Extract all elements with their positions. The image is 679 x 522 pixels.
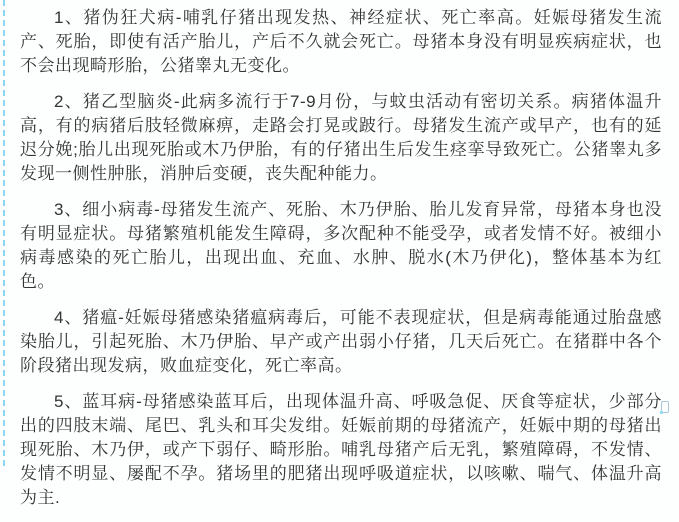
paragraph-japanese-encephalitis: 2、猪乙型脑炎-此病多流行于7-9月份，与蚊虫活动有密切关系。病猪体温升高，有的病猪后肢轻微麻痹，走路会打晃或跛行。母猪发生流产或早产，也有的延迟分娩;胎儿出现死胎或木乃伊胎，有的仔猪出生后发生痉挛导致死亡。公猪睾丸多发现一侧性肿胀，消肿后变硬，丧失配种能力。 <box>20 92 662 183</box>
edge-marker-icon <box>661 401 669 413</box>
paragraph-swine-fever: 4、猪瘟-妊娠母猪感染猪瘟病毒后，可能不表现症状，但是病毒能通过胎盘感染胎儿，引起死胎、木乃伊胎、早产或产出弱小仔猪，几天后死亡。在猪群中各个阶段猪出现发病，败血症变化，死亡率高。 <box>20 308 662 375</box>
paragraph-blue-ear-disease: 5、蓝耳病-母猪感染蓝耳后，出现体温升高、呼吸急促、厌食等症状，少部分出的四肢末端、尾巴、乳头和耳尖发绀。妊娠前期的母猪流产，妊娠中期的母猪出现死胎、木乃伊，或产下弱仔、畸形胎。哺乳母猪产后无乳，繁殖障碍，不发情、发情不明显、屡配不孕。猪场里的肥猪出现呼吸道症状，以咳嗽、喘气、体温升高为主. <box>20 392 662 507</box>
paragraph-pseudorabies: 1、猪伪狂犬病-哺乳仔猪出现发热、神经症状、死亡率高。妊娠母猪发生流产、死胎，即使有活产胎儿，产后不久就会死亡。母猪本身没有明显疾病症状，也不会出现畸形胎，公猪睾丸无变化。 <box>20 8 662 75</box>
paragraph-parvovirus: 3、细小病毒-母猪发生流产、死胎、木乃伊胎、胎儿发育异常，母猪本身也没有明显症状。母猪繁殖机能发生障碍，多次配种不能受孕，或者发情不好。被细小病毒感染的死亡胎儿，出现出血、充血、水肿、脱水(木乃伊化)，整体基本为红色。 <box>20 200 662 291</box>
